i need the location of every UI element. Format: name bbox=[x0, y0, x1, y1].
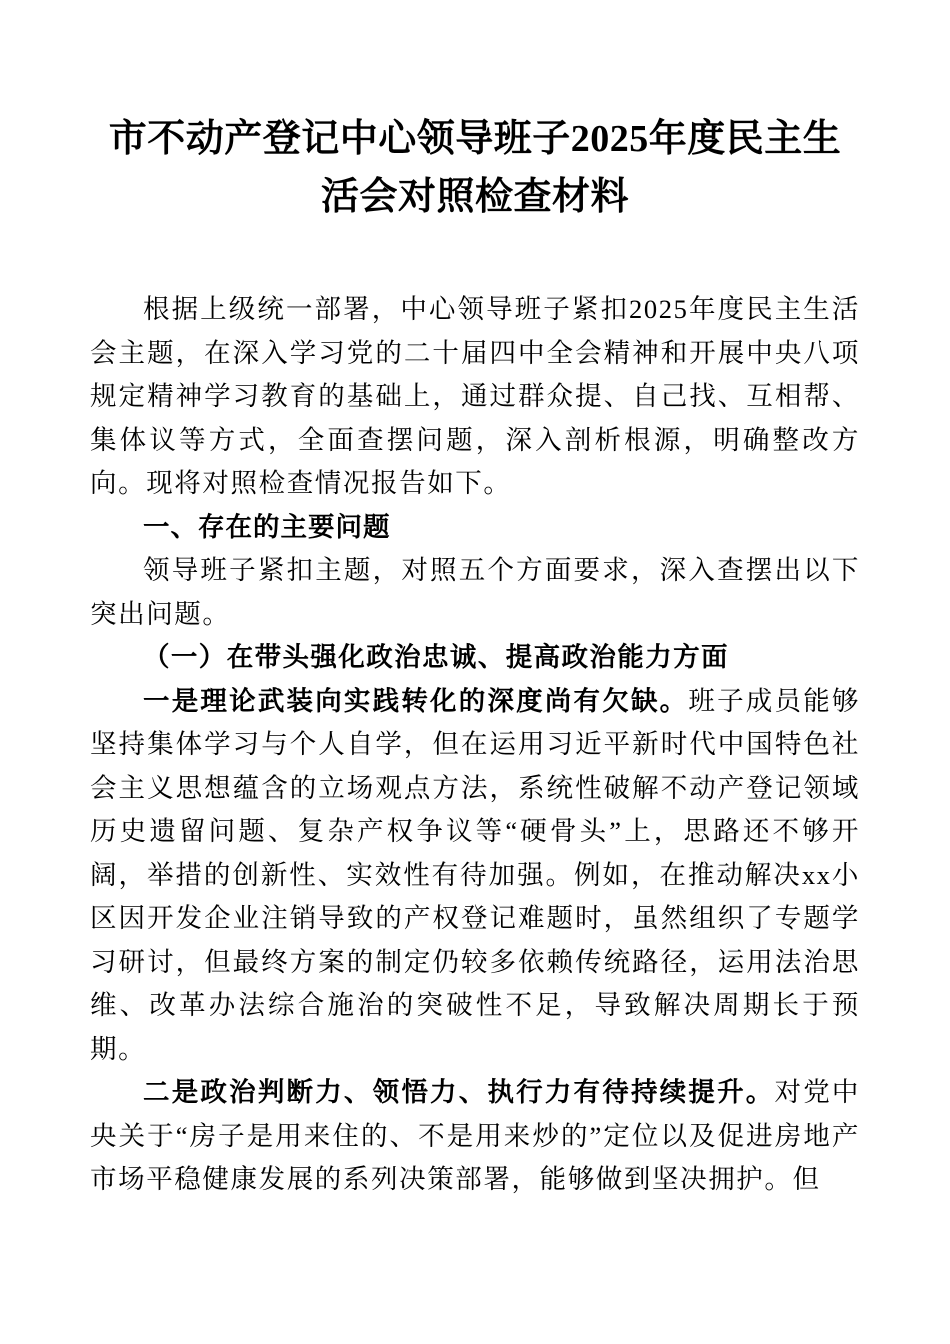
page-title: 市不动产登记中心领导班子2025年度民主生活会对照检查材料 bbox=[108, 118, 842, 218]
intro-paragraph: 根据上级统一部署，中心领导班子紧扣2025年度民主生活会主题，在深入学习党的二十届四中全会精神和开展中央八项规定精神学习教育的基础上，通过群众提、自己找、互相帮、集体议等方式，全面查摆问题，深入剖析根源，明确整改方向。现将对照检查情况报告如下。 bbox=[90, 294, 860, 498]
issue-paragraph-1-body: 班子成员能够坚持集体学习与个人自学，但在运用习近平新时代中国特色社会主义思想蕴含的立场观点方法，系统性破解不动产登记领域历史遗留问题、复杂产权争议等“硬骨头”上，思路还不够开阔，举措的创新性、实效性有待加强。例如，在推动解决xx小区因开发企业注销导致的产权登记难题时，虽然组织了专题学习研讨，但最终方案的制定仍较多依赖传统路径，运用法治思维、改革办法综合施治的突破性不足，导致解决周期长于预期。 bbox=[90, 685, 860, 1064]
section-1-lead-paragraph: 领导班子紧扣主题，对照五个方面要求，深入查摆出以下突出问题。 bbox=[90, 555, 860, 629]
issue-paragraph-2 bbox=[90, 1071, 860, 1202]
issue-paragraph-2-body: 对党中央关于“房子是用来住的、不是用来炒的”定位以及促进房地产市场平稳健康发展的系列决策部署，能够做到坚决拥护。但 bbox=[90, 1077, 860, 1194]
issue-paragraph-2-lead: 二是政治判断力、领悟力、执行力有待持续提升。 bbox=[143, 1077, 775, 1107]
issue-paragraph-1-lead: 一是理论武装向实践转化的深度尚有欠缺。 bbox=[143, 685, 689, 716]
subsection-heading-1-1: （一）在带头强化政治忠诚、提高政治能力方面 bbox=[143, 642, 729, 672]
issue-paragraph-1 bbox=[90, 680, 860, 1072]
section-heading-1: 一、存在的主要问题 bbox=[143, 511, 391, 542]
